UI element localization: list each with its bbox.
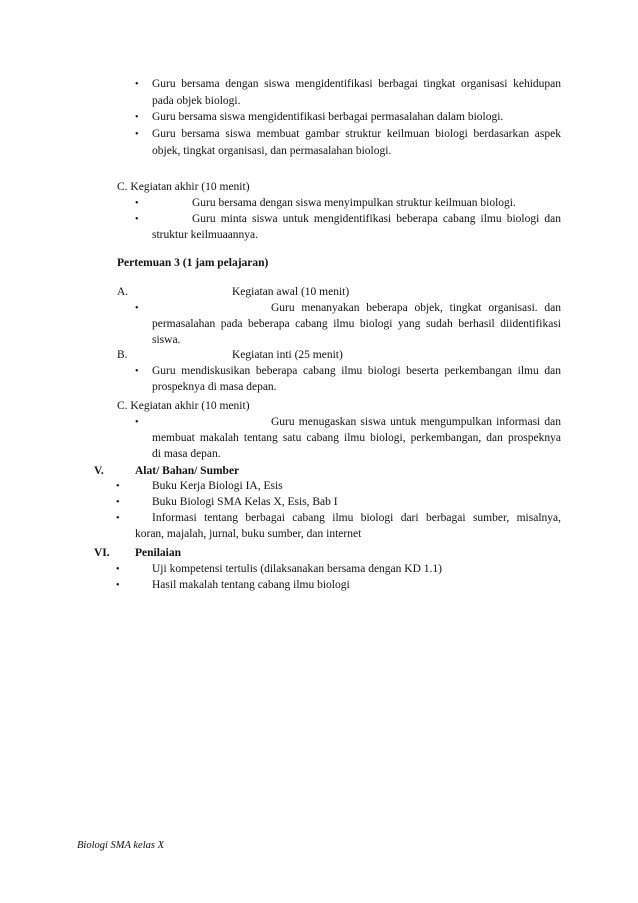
bullet-icon: • [135, 129, 139, 140]
paragraph-line: Guru bersama dengan siswa menyimpulkan struktur keilmuan biologi. [192, 197, 516, 209]
bullet-icon: • [116, 580, 120, 591]
bullet-icon: • [135, 303, 139, 314]
page-footer: Biologi SMA kelas X [77, 840, 164, 851]
list-item: koran, majalah, jurnal, buku sumber, dan internet [135, 528, 362, 540]
paragraph-line: Guru menugaskan siswa untuk mengumpulkan informasi dan [271, 416, 561, 428]
bullet-icon: • [116, 564, 120, 575]
paragraph-line: Guru bersama siswa mengidentifikasi berbagai permasalahan dalam biologi. [152, 111, 504, 123]
bullet-icon: • [135, 214, 139, 225]
paragraph-line: Guru mendiskusikan beberapa cabang ilmu biologi beserta perkembangan ilmu dan [152, 365, 561, 377]
section-title: Penilaian [135, 547, 182, 559]
section-title: Alat/ Bahan/ Sumber [135, 465, 240, 477]
subsection-title: Kegiatan inti (25 menit) [232, 349, 343, 361]
section-heading: Pertemuan 3 (1 jam pelajaran) [117, 257, 269, 269]
item-label: B. [117, 349, 128, 361]
paragraph-line: Guru minta siswa untuk mengidentifikasi beberapa cabang ilmu biologi dan [192, 213, 561, 225]
bullet-icon: • [135, 79, 139, 90]
paragraph-line: permasalahan pada beberapa cabang ilmu biologi yang sudah berhasil diidentifikasi [152, 318, 561, 330]
paragraph-line: struktur keilmuaannya. [152, 229, 259, 241]
paragraph-line: pada objek biologi. [152, 95, 241, 107]
paragraph-line: Guru bersama siswa membuat gambar struktur keilmuan biologi berdasarkan aspek [152, 128, 561, 140]
bullet-icon: • [116, 513, 120, 524]
paragraph-line: Guru bersama dengan siswa mengidentifikasi berbagai tingkat organisasi kehidupan [152, 78, 561, 90]
list-item: Uji kompetensi tertulis (dilaksanakan bersama dengan KD 1.1) [152, 563, 442, 575]
section-number: V. [94, 465, 104, 477]
section-number: VI. [94, 547, 110, 559]
paragraph-line: Guru menanyakan beberapa objek, tingkat organisasi. dan [271, 302, 561, 314]
paragraph-line: membuat makalah tentang satu cabang ilmu biologi, perkembangan, dan prospeknya [152, 432, 561, 444]
section-heading: C. Kegiatan akhir (10 menit) [117, 181, 250, 193]
list-item: Informasi tentang berbagai cabang ilmu biologi dari berbagai sumber, misalnya, [152, 512, 561, 524]
bullet-icon: • [135, 366, 139, 377]
paragraph-line: di masa depan. [152, 448, 221, 460]
bullet-icon: • [135, 112, 139, 123]
subsection-title: C. Kegiatan akhir (10 menit) [117, 400, 250, 412]
paragraph-line: siswa. [152, 334, 181, 346]
bullet-icon: • [135, 198, 139, 209]
item-label: A. [117, 286, 129, 298]
bullet-icon: • [135, 417, 139, 428]
paragraph-line: prospeknya di masa depan. [152, 381, 277, 393]
bullet-icon: • [116, 497, 120, 508]
paragraph-line: objek, tingkat organisasi, dan permasalahan biologi. [152, 145, 392, 157]
subsection-title: Kegiatan awal (10 menit) [232, 286, 350, 298]
bullet-icon: • [116, 481, 120, 492]
list-item: Buku Kerja Biologi IA, Esis [152, 480, 283, 492]
list-item: Hasil makalah tentang cabang ilmu biologi [152, 579, 350, 591]
list-item: Buku Biologi SMA Kelas X, Esis, Bab I [152, 496, 338, 508]
